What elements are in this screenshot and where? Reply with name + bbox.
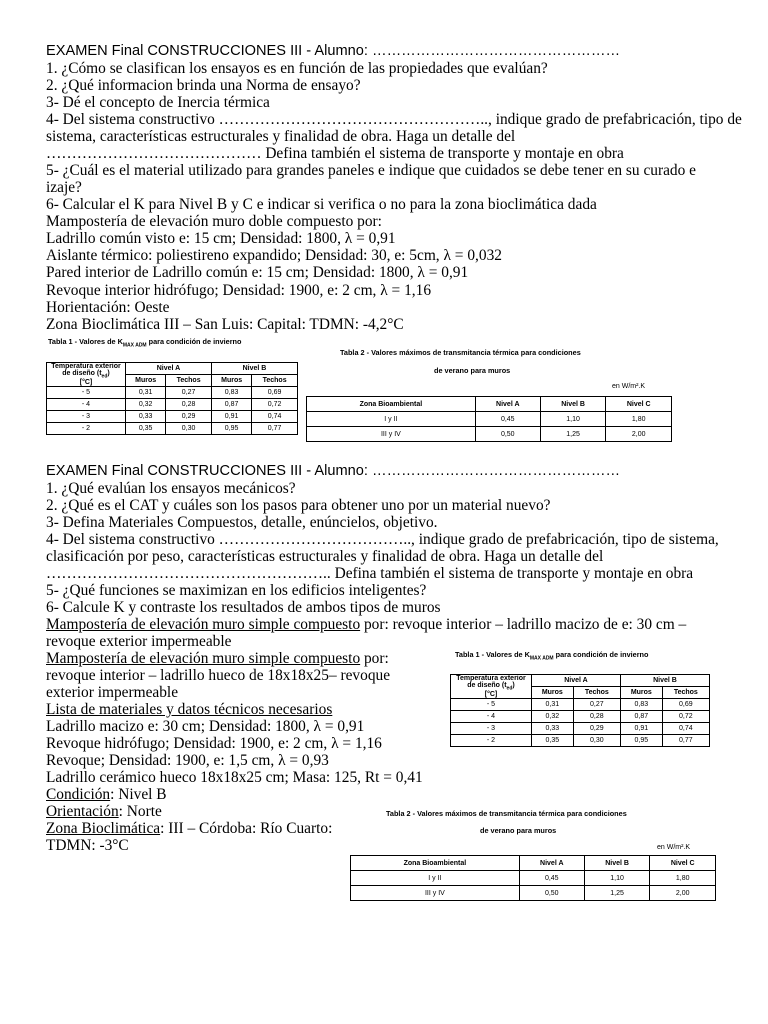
cell: 0,33 <box>126 411 166 423</box>
exam2-question-2: 2. ¿Qué es el CAT y cuáles son los pasos para obtener uno por un material nuevo? <box>46 497 551 514</box>
table-row <box>451 723 710 735</box>
cell: III y IV <box>307 427 476 442</box>
cell: III y IV <box>351 886 520 901</box>
cell: 0,72 <box>252 399 298 411</box>
exam2-question-4-line3: ……………………………………………….. Defina también el sistema de transporte y montaje en obra <box>46 565 694 582</box>
cell: - 4 <box>451 711 532 723</box>
cell: 0,33 <box>532 723 574 735</box>
cell: 0,83 <box>211 387 251 399</box>
cell: 0,32 <box>532 711 574 723</box>
header-techos: Techos <box>166 375 212 387</box>
exam1-material-1: Ladrillo común visto e: 15 cm; Densidad: 1800, λ = 0,91 <box>46 230 396 247</box>
header-temperature <box>451 675 532 699</box>
exam2-table2-caption-2: de verano para muros <box>480 826 557 835</box>
exam1-question-6: 6- Calcular el K para Nivel B y C e indicar si verifica o no para la zona bioclimática dada <box>46 196 597 213</box>
cell: 0,31 <box>532 699 574 711</box>
exam1-zone: Zona Bioclimática III – San Luis: Capital: TDMN: -4,2°C <box>46 316 404 333</box>
header-nivel-b: Nivel B <box>211 363 297 375</box>
cell: 0,32 <box>126 399 166 411</box>
cell: 0,27 <box>573 699 620 711</box>
cell: - 2 <box>47 423 126 435</box>
caption-text: para condición de invierno <box>146 337 242 346</box>
cell: 1,10 <box>584 871 650 886</box>
zone-label: Zona Bioclimática <box>46 820 161 837</box>
condition-label: Condición <box>46 786 111 803</box>
wall1-title: Mampostería de elevación muro simple compuesto <box>46 616 361 633</box>
cell: 0,74 <box>662 723 709 735</box>
cell: 2,00 <box>606 427 672 442</box>
cell: 0,27 <box>166 387 212 399</box>
header-nivel-b: Nivel B <box>620 675 709 687</box>
table-row <box>47 423 298 435</box>
caption-text: Tabla 1 - Valores de K <box>455 650 530 659</box>
header-nivel-b: Nivel B <box>584 856 650 871</box>
exam1-table2-caption-1: Tabla 2 - Valores máximos de transmitancia térmica para condiciones <box>340 348 581 357</box>
exam1-orientation: Horientación: Oeste <box>46 299 170 316</box>
exam2-table1 <box>450 674 710 747</box>
cell: 0,50 <box>519 886 584 901</box>
exam1-question-4-line2: sistema, características estructurales y finalidad de obra. Haga un detalle del <box>46 128 516 145</box>
table-row <box>307 427 672 442</box>
cell: 1,25 <box>584 886 650 901</box>
header-techos: Techos <box>252 375 298 387</box>
exam2-question-1: 1. ¿Qué evalúan los ensayos mecánicos? <box>46 480 296 497</box>
exam1-table2 <box>306 396 672 442</box>
cell: - 5 <box>47 387 126 399</box>
cell: 2,00 <box>650 886 716 901</box>
orientation-value: : Norte <box>118 803 162 820</box>
header-muros: Muros <box>126 375 166 387</box>
cell: 1,25 <box>540 427 606 442</box>
header-text: de diseño (t <box>62 370 102 377</box>
cell: 0,91 <box>620 723 662 735</box>
exam2-wall1-line1 <box>46 616 686 634</box>
cell: 0,83 <box>620 699 662 711</box>
wall2-title: Mampostería de elevación muro simple compuesto <box>46 650 361 667</box>
header-nivel-c: Nivel C <box>606 397 672 412</box>
cell: 0,31 <box>126 387 166 399</box>
exam2-question-4-line2: clasificación por peso, características estructurales y finalidad de obra. Haga un detalle del <box>46 548 604 565</box>
cell: 0,74 <box>252 411 298 423</box>
cell: 0,28 <box>573 711 620 723</box>
caption-subscript: MAX ADM <box>529 655 554 662</box>
exam1-table2-unit: en W/m².K <box>612 383 646 390</box>
header-muros: Muros <box>532 687 574 699</box>
orientation-label: Orientación <box>46 803 119 820</box>
header-nivel-a: Nivel A <box>126 363 212 375</box>
cell: - 4 <box>47 399 126 411</box>
condition-value: : Nivel B <box>110 786 167 803</box>
cell: 0,30 <box>166 423 212 435</box>
header-text: [°C] <box>79 379 93 387</box>
exam2-orientation <box>46 803 162 821</box>
table-row <box>351 886 716 901</box>
cell: 0,69 <box>252 387 298 399</box>
exam2-table2 <box>350 855 716 901</box>
exam2-material-3: Revoque; Densidad: 1900, e: 1,5 cm, λ = 0,93 <box>46 752 329 769</box>
header-subscript: ed <box>506 685 513 692</box>
table-row <box>451 711 710 723</box>
exam2-question-4-line1: 4- Del sistema constructivo ……………………………….., indique grado de prefabricación, tipo de sistema, <box>46 531 719 548</box>
exam2-material-4: Ladrillo cerámico hueco 18x18x25 cm; Masa: 125, Rt = 0,41 <box>46 769 423 786</box>
exam2-list-title <box>46 701 332 719</box>
header-nivel-b: Nivel B <box>540 397 606 412</box>
cell: 0,35 <box>532 735 574 747</box>
cell: 0,95 <box>211 423 251 435</box>
header-techos: Techos <box>573 687 620 699</box>
exam2-question-5: 5- ¿Qué funciones se maximizan en los edificios inteligentes? <box>46 582 427 599</box>
header-text: [°C] <box>484 691 498 699</box>
cell: 0,77 <box>252 423 298 435</box>
zone-value: : III – Córdoba: Río Cuarto: <box>160 820 333 837</box>
header-muros: Muros <box>211 375 251 387</box>
header-subscript: ed <box>101 373 108 380</box>
exam2-wall2-line1 <box>46 650 389 668</box>
header-nivel-a: Nivel A <box>532 675 621 687</box>
exam1-question-5-line2: izaje? <box>46 179 82 196</box>
exam2-wall2-line3: exterior impermeable <box>46 684 179 701</box>
exam2-wall2-line2: revoque interior – ladrillo hueco de 18x18x25– revoque <box>46 667 391 684</box>
exam1-material-4: Revoque interior hidrófugo; Densidad: 1900, e: 2 cm, λ = 1,16 <box>46 282 432 299</box>
exam2-table2-unit: en W/m².K <box>657 844 691 851</box>
exam1-material-2: Aislante térmico: poliestireno expandido; Densidad: 30, e: 5cm, λ = 0,032 <box>46 247 502 264</box>
cell: 0,77 <box>662 735 709 747</box>
cell: 0,69 <box>662 699 709 711</box>
exam1-material-3: Pared interior de Ladrillo común e: 15 cm; Densidad: 1800, λ = 0,91 <box>46 264 469 281</box>
header-text: de diseño (t <box>467 682 507 689</box>
header-text: ) <box>512 682 515 689</box>
cell: 0,87 <box>211 399 251 411</box>
exam2-question-3: 3- Defina Materiales Compuestos, detalle, enúncielos, objetivo. <box>46 514 438 531</box>
exam1-question-4-line3: …………………………………… Defina también el sistema de transporte y montaje en obra <box>46 145 624 162</box>
wall1-description: por: revoque interior – ladrillo macizo de e: 30 cm – <box>360 616 687 633</box>
cell: 0,30 <box>573 735 620 747</box>
table-row <box>47 411 298 423</box>
exam1-table1-caption <box>48 337 241 348</box>
exam2-header: EXAMEN Final CONSTRUCCIONES III - Alumno: …………………………………………… <box>46 463 621 479</box>
cell: 0,91 <box>211 411 251 423</box>
cell: 0,28 <box>166 399 212 411</box>
exam2-wall1-line2: revoque exterior impermeable <box>46 633 232 650</box>
cell: 0,29 <box>166 411 212 423</box>
cell: I y II <box>307 412 476 427</box>
caption-subscript: MAX ADM <box>122 342 147 349</box>
cell: 0,95 <box>620 735 662 747</box>
cell: - 2 <box>451 735 532 747</box>
cell: 0,35 <box>126 423 166 435</box>
cell: 1,80 <box>650 871 716 886</box>
header-muros: Muros <box>620 687 662 699</box>
exam2-zone <box>46 820 332 838</box>
cell: 0,87 <box>620 711 662 723</box>
cell: - 3 <box>451 723 532 735</box>
exam1-question-1: 1. ¿Cómo se clasifican los ensayos es en función de las propiedades que evalúan? <box>46 60 548 77</box>
header-nivel-a: Nivel A <box>519 856 584 871</box>
header-text: ) <box>107 370 110 377</box>
exam1-question-5-line1: 5- ¿Cuál es el material utilizado para grandes paneles e indique que cuidados se debe tener en su curado e <box>46 162 696 179</box>
exam1-table2-caption-2: de verano para muros <box>434 366 511 375</box>
table-row <box>451 735 710 747</box>
exam2-material-2: Revoque hidrófugo; Densidad: 1900, e: 2 cm, λ = 1,16 <box>46 735 382 752</box>
cell: 1,80 <box>606 412 672 427</box>
exam1-table1 <box>46 362 298 435</box>
cell: - 5 <box>451 699 532 711</box>
exam1-question-4-line1: 4- Del sistema constructivo …………………………………………….., indique grado de prefabricación, tipo de <box>46 111 742 128</box>
header-text: Temperatura exterior <box>51 363 121 370</box>
cell: - 3 <box>47 411 126 423</box>
header-text: Temperatura exterior <box>456 675 526 682</box>
table-row <box>351 871 716 886</box>
exam1-question-3: 3- Dé el concepto de Inercia térmica <box>46 94 270 111</box>
cell: 0,29 <box>573 723 620 735</box>
wall2-description: por: <box>360 650 389 667</box>
table-row <box>47 387 298 399</box>
header-nivel-c: Nivel C <box>650 856 716 871</box>
exam2-tdmn: TDMN: -3°C <box>46 837 129 854</box>
list-title: Lista de materiales y datos técnicos necesarios <box>46 701 333 718</box>
exam2-table1-caption <box>455 650 648 661</box>
cell: 1,10 <box>540 412 606 427</box>
exam2-table2-caption-1: Tabla 2 - Valores máximos de transmitancia térmica para condiciones <box>386 809 627 818</box>
header-techos: Techos <box>662 687 709 699</box>
cell: 0,45 <box>475 412 540 427</box>
caption-text: Tabla 1 - Valores de K <box>48 337 123 346</box>
header-zona: Zona Bioambiental <box>351 856 520 871</box>
cell: I y II <box>351 871 520 886</box>
cell: 0,50 <box>475 427 540 442</box>
cell: 0,72 <box>662 711 709 723</box>
header-temperature <box>47 363 126 387</box>
exam2-material-1: Ladrillo macizo e: 30 cm; Densidad: 1800, λ = 0,91 <box>46 718 365 735</box>
table-row <box>47 399 298 411</box>
exam1-question-2: 2. ¿Qué informacion brinda una Norma de ensayo? <box>46 77 361 94</box>
table-row <box>307 412 672 427</box>
caption-text: para condición de invierno <box>553 650 649 659</box>
exam2-question-6: 6- Calcule K y contraste los resultados de ambos tipos de muros <box>46 599 441 616</box>
exam2-condition <box>46 786 167 804</box>
cell: 0,45 <box>519 871 584 886</box>
header-nivel-a: Nivel A <box>475 397 540 412</box>
table-row <box>451 699 710 711</box>
exam1-wall-title: Mampostería de elevación muro doble compuesto por: <box>46 213 382 230</box>
exam1-header: EXAMEN Final CONSTRUCCIONES III - Alumno: …………………………………………… <box>46 43 621 59</box>
header-zona: Zona Bioambiental <box>307 397 476 412</box>
